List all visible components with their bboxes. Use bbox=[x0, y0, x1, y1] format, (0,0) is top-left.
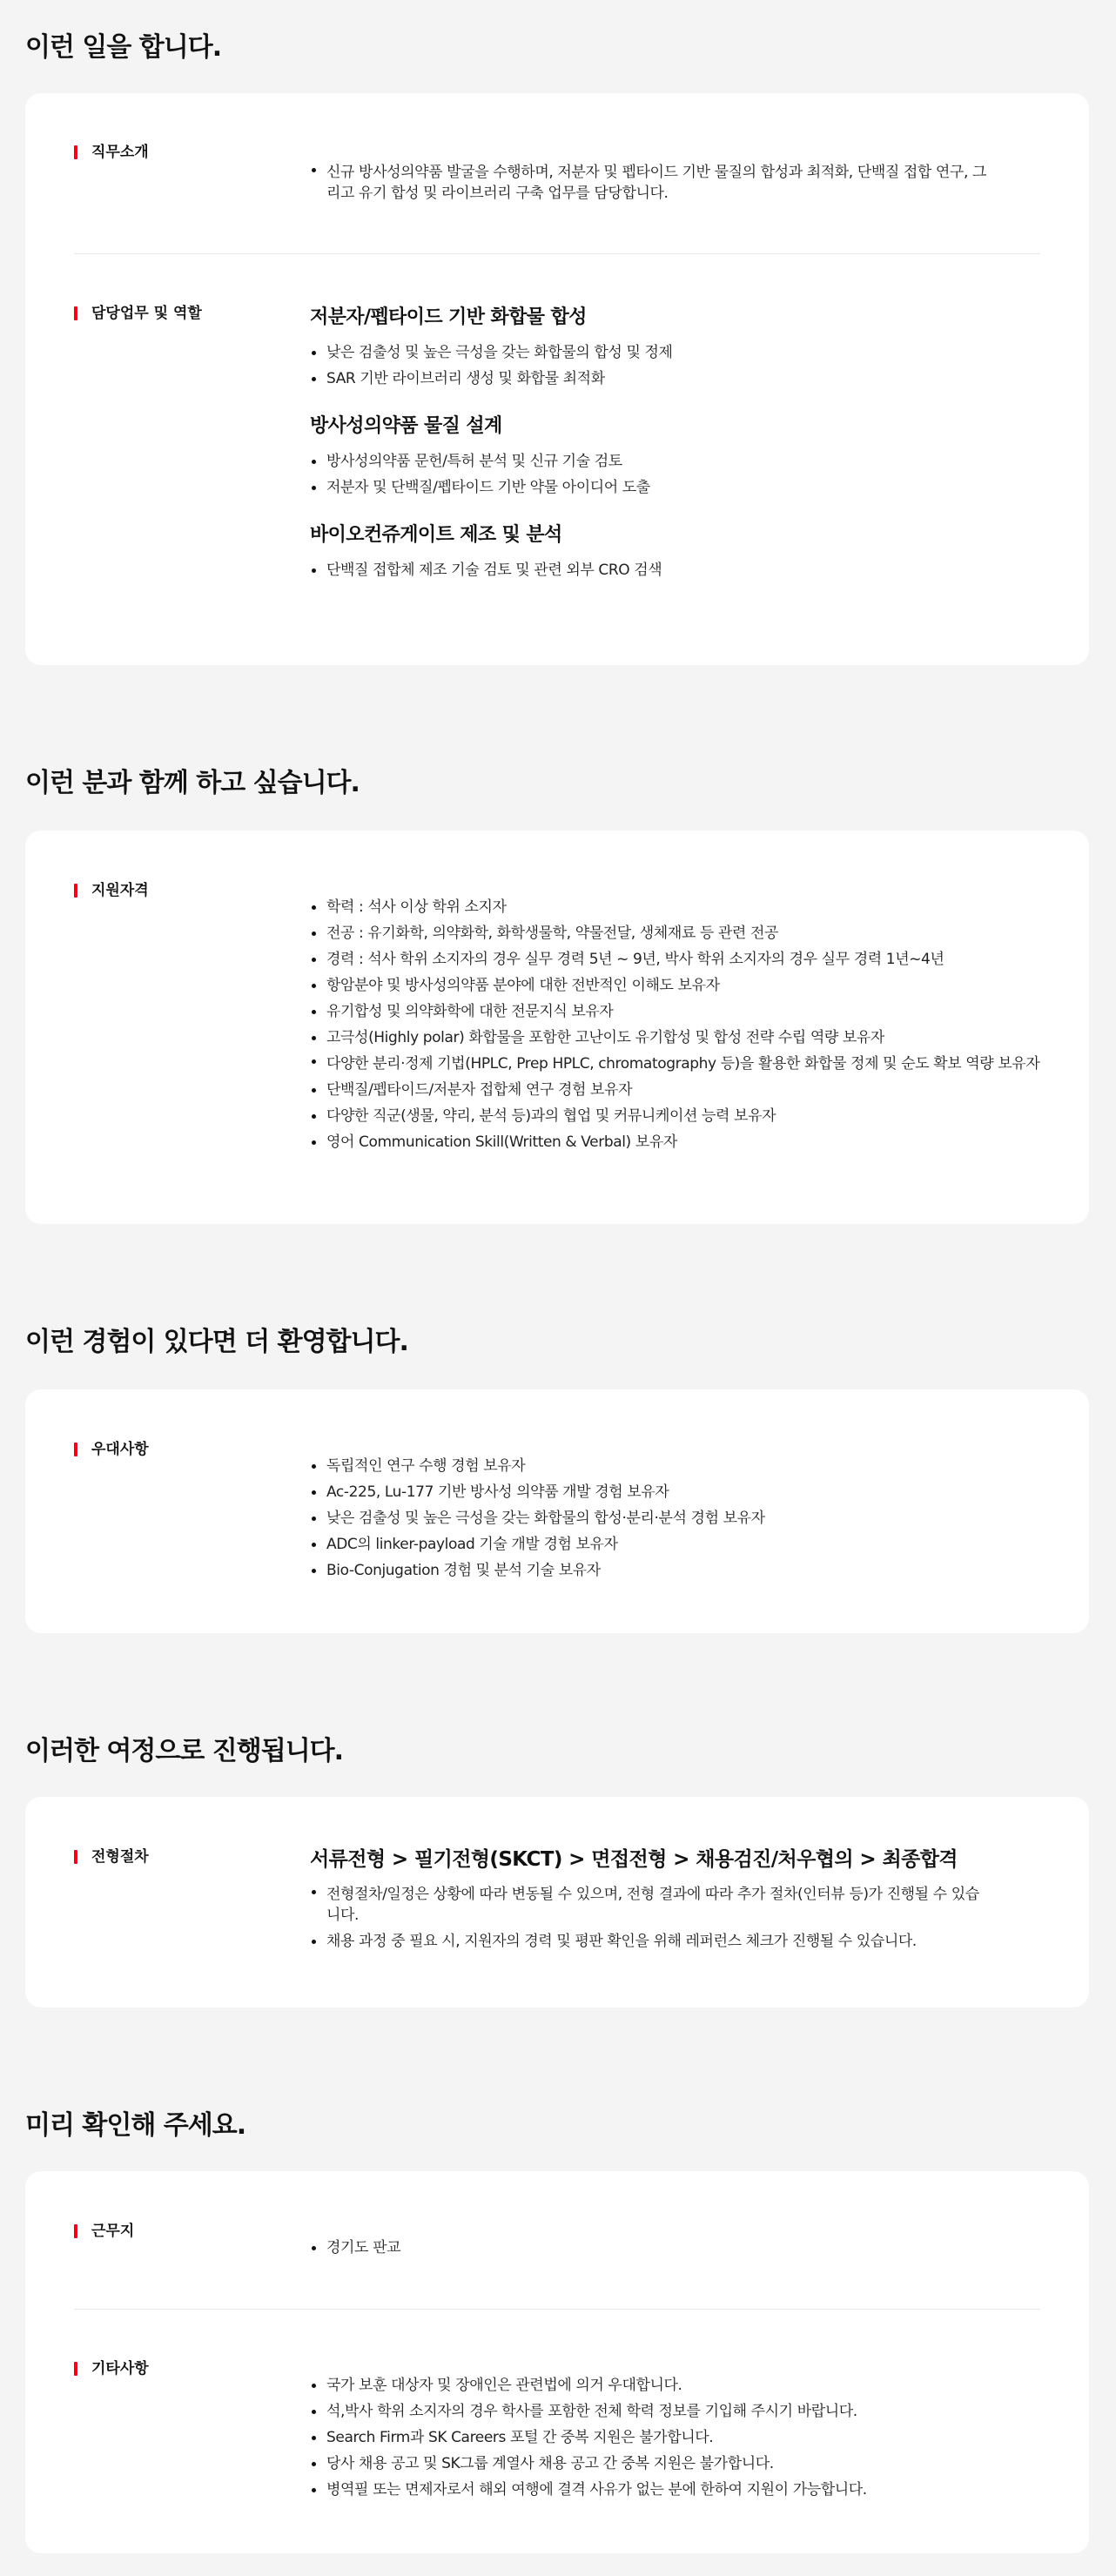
row-content bbox=[310, 2235, 1076, 2261]
row-content bbox=[310, 894, 1076, 1155]
list-item: ADC의 linker-payload 기술 개발 경험 보유자 bbox=[310, 1531, 1076, 1557]
row-content bbox=[310, 1846, 989, 1954]
section-card bbox=[25, 831, 1089, 1224]
row-label: 담당업무 및 역할 bbox=[74, 303, 202, 324]
list-item: 독립적인 연구 수행 경험 보유자 bbox=[310, 1453, 1076, 1479]
list-item: 전공 : 유기화학, 의약화학, 화학생물학, 약물전달, 생체재료 등 관련 전공 bbox=[310, 920, 1076, 946]
list-item: 영어 Communication Skill(Written & Verbal) 보유자 bbox=[310, 1129, 1076, 1155]
bullet-list bbox=[310, 448, 1076, 501]
list-item: 고극성(Highly polar) 화합물을 포함한 고난이도 유기합성 및 합성 전략 수립 역량 보유자 bbox=[310, 1025, 1076, 1051]
list-item: 단백질/펩타이드/저분자 접합체 연구 경험 보유자 bbox=[310, 1077, 1076, 1103]
duty-group bbox=[310, 305, 1076, 392]
bullet-list bbox=[310, 340, 1076, 392]
hiring-process: 서류전형 > 필기전형(SKCT) > 면접전형 > 채용검진/처우협의 > 최종합격 bbox=[310, 1848, 958, 1871]
list-item: 다양한 분리·정제 기법(HPLC, Prep HPLC, chromatography 등)을 활용한 화합물 정제 및 순도 확보 역량 보유자 bbox=[310, 1051, 1076, 1077]
list-item: 신규 방사성의약품 발굴을 수행하며, 저분자 및 펩타이드 기반 물질의 합성과 최적화, 단백질 접합 연구, 그리고 유기 합성 및 라이브러리 구축 업무를 담당합니다. bbox=[310, 159, 989, 206]
duty-heading: 방사성의약품 물질 설계 bbox=[310, 415, 502, 437]
duty-heading: 저분자/펩타이드 기반 화합물 합성 bbox=[310, 306, 587, 328]
list-item: 당사 채용 공고 및 SK그룹 계열사 채용 공고 간 중복 지원은 불가합니다. bbox=[310, 2451, 1076, 2477]
list-item: 다양한 직군(생물, 약리, 분석 등)과의 협업 및 커뮤니케이션 능력 보유자 bbox=[310, 1103, 1076, 1129]
bullet-list bbox=[310, 2235, 1076, 2261]
row-divider bbox=[74, 253, 1040, 254]
row-label: 기타사항 bbox=[74, 2358, 149, 2379]
list-item: 항암분야 및 방사성의약품 분야에 대한 전반적인 이해도 보유자 bbox=[310, 972, 1076, 999]
section-title: 이런 일을 합니다. bbox=[25, 32, 222, 63]
row-label: 직무소개 bbox=[74, 142, 149, 163]
list-item: 낮은 검출성 및 높은 극성을 갖는 화합물의 합성·분리·분석 경험 보유자 bbox=[310, 1505, 1076, 1531]
row-content bbox=[310, 159, 989, 206]
list-item: 경기도 판교 bbox=[310, 2235, 1076, 2261]
list-item: Search Firm과 SK Careers 포털 간 중복 지원은 불가합니다. bbox=[310, 2425, 1076, 2451]
list-item: 유기합성 및 의약화학에 대한 전문지식 보유자 bbox=[310, 999, 1076, 1025]
bullet-list bbox=[310, 159, 989, 206]
bullet-list bbox=[310, 1453, 1076, 1584]
section-title: 이런 분과 함께 하고 싶습니다. bbox=[25, 768, 360, 798]
row-label: 우대사항 bbox=[74, 1439, 149, 1460]
list-item: 석,박사 학위 소지자의 경우 학사를 포함한 전체 학력 정보를 기입해 주시기 바랍니다. bbox=[310, 2398, 1076, 2425]
row-content bbox=[310, 2372, 1076, 2503]
list-item: 학력 : 석사 이상 학위 소지자 bbox=[310, 894, 1076, 920]
list-item: 채용 과정 중 필요 시, 지원자의 경력 및 평판 확인을 위해 레퍼런스 체크가 진행될 수 있습니다. bbox=[310, 1928, 989, 1954]
bullet-list bbox=[310, 2372, 1076, 2503]
row-divider bbox=[74, 2309, 1040, 2310]
list-item: 병역필 또는 면제자로서 해외 여행에 결격 사유가 없는 분에 한하여 지원이 가능합니다. bbox=[310, 2477, 1076, 2503]
duty-heading: 바이오컨쥬게이트 제조 및 분석 bbox=[310, 524, 562, 546]
section-card bbox=[25, 1389, 1089, 1633]
row-content bbox=[310, 305, 1076, 583]
duty-group bbox=[310, 414, 1076, 501]
section-title: 이런 경험이 있다면 더 환영합니다. bbox=[25, 1327, 408, 1357]
bullet-list bbox=[310, 1881, 989, 1954]
list-item: Ac-225, Lu-177 기반 방사성 의약품 개발 경험 보유자 bbox=[310, 1479, 1076, 1505]
list-item: 저분자 및 단백질/펩타이드 기반 약물 아이디어 도출 bbox=[310, 474, 1076, 501]
bullet-list bbox=[310, 894, 1076, 1155]
list-item: Bio-Conjugation 경험 및 분석 기술 보유자 bbox=[310, 1557, 1076, 1584]
row-content bbox=[310, 1453, 1076, 1584]
row-label: 전형절차 bbox=[74, 1846, 149, 1867]
section-card bbox=[25, 1797, 1089, 2008]
section-card bbox=[25, 93, 1089, 665]
section-title: 이러한 여정으로 진행됩니다. bbox=[25, 1736, 344, 1766]
list-item: 경력 : 석사 학위 소지자의 경우 실무 경력 5년 ~ 9년, 박사 학위 소지자의 경우 실무 경력 1년~4년 bbox=[310, 946, 1076, 972]
list-item: 낮은 검출성 및 높은 극성을 갖는 화합물의 합성 및 정제 bbox=[310, 340, 1076, 366]
duty-group bbox=[310, 522, 1076, 583]
list-item: SAR 기반 라이브러리 생성 및 화합물 최적화 bbox=[310, 366, 1076, 392]
section-title: 미리 확인해 주세요. bbox=[25, 2110, 246, 2141]
row-label: 지원자격 bbox=[74, 880, 149, 901]
section-card bbox=[25, 2171, 1089, 2553]
list-item: 국가 보훈 대상자 및 장애인은 관련법에 의거 우대합니다. bbox=[310, 2372, 1076, 2398]
bullet-list bbox=[310, 557, 1076, 583]
list-item: 단백질 접합체 제조 기술 검토 및 관련 외부 CRO 검색 bbox=[310, 557, 1076, 583]
row-label: 근무지 bbox=[74, 2221, 134, 2242]
list-item: 방사성의약품 문헌/특허 분석 및 신규 기술 검토 bbox=[310, 448, 1076, 474]
list-item: 전형절차/일정은 상황에 따라 변동될 수 있으며, 전형 결과에 따라 추가 절차(인터뷰 등)가 진행될 수 있습니다. bbox=[310, 1881, 989, 1928]
